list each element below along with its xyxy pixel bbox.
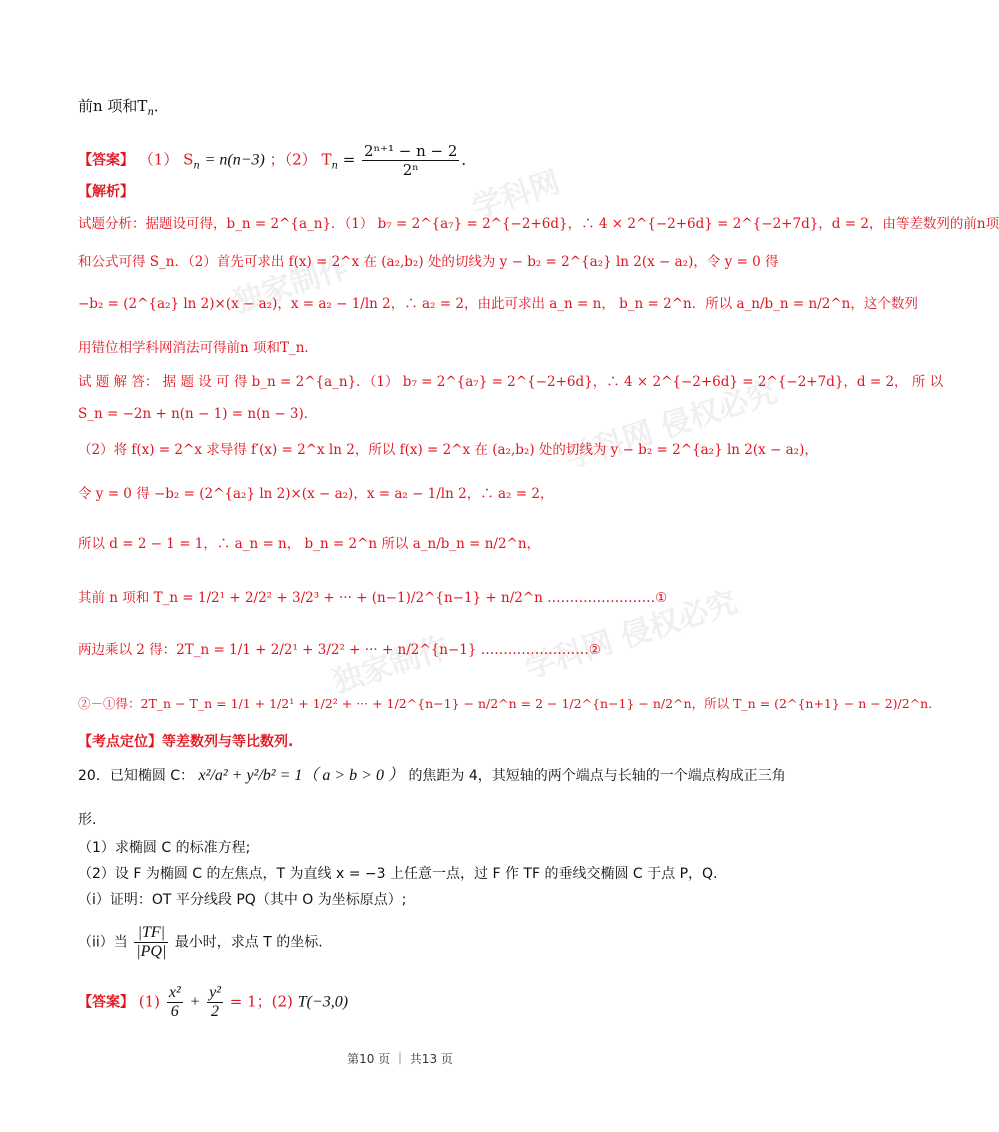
question-20-part2: （2）设 F 为椭圆 C 的左焦点，T 为直线 x = −3 上任意一点，过 F 作 TF 的垂线交椭圆 C 于点 P，Q. bbox=[78, 866, 718, 882]
answer-fraction: $\frac{\text{2ⁿ⁺¹ − n − 2}}{\text{2ⁿ}}$ bbox=[364, 142, 458, 179]
solution-line: 所以 d = 2 − 1 = 1，∴ a_n = n， b_n = 2^n 所以 a_n/b_n = n/2^n， bbox=[78, 536, 541, 552]
analysis-line: 用错位相学科网消法可得前n 项和T_n． bbox=[78, 340, 318, 356]
solution-line: 试 题 解 答： 据 题 设 可 得 b_n = 2^{a_n}．（1） b₇ = 2^{a₇} = 2^{−2+6d}，∴ 4 × 2^{−2+6d} = 2^{−2+7d}，d = 2， 所 以 bbox=[78, 374, 944, 390]
question-20-part-i: （i）证明：OT 平分线段 PQ（其中 O 为坐标原点）; bbox=[78, 892, 407, 908]
question-20: 20．已知椭圆 C： x²/a² + y²/b² = 1（ a > b > 0 ） 的焦距为 4，其短轴的两个端点与长轴的一个端点构成正三角 bbox=[78, 767, 786, 784]
watermark: 学科网 侵权必究 bbox=[561, 374, 782, 477]
solution-line: 令 y = 0 得 −b₂ = (2^{a₂} ln 2)×(x − a₂)，x = a₂ − 1/ln 2，∴ a₂ = 2， bbox=[78, 486, 554, 502]
watermark: 学科网 bbox=[467, 164, 565, 226]
watermark: 学科网 侵权必究 bbox=[521, 584, 742, 687]
solution-line: 其前 n 项和 T_n = 1/2¹ + 2/2² + 3/2³ + ··· + (n−1)/2^{n−1} + n/2^n ……………………① bbox=[78, 590, 668, 606]
watermark: 独家制作 bbox=[228, 250, 354, 321]
analysis-line: −b₂ = (2^{a₂} ln 2)×(x − a₂)，x = a₂ − 1/ln 2，∴ a₂ = 2，由此可求出 a_n = n， b_n = 2^n．所以 a_n/b_n = n/2^n，这个数列 bbox=[78, 296, 918, 312]
kaodian: 【考点定位】等差数列与等比数列. bbox=[78, 734, 294, 750]
watermark: 独家制作 bbox=[328, 630, 454, 701]
analysis-heading: 【解析】 bbox=[78, 184, 134, 200]
solution-line: 两边乘以 2 得：2T_n = 1/1 + 2/2¹ + 3/2² + ··· + n/2^{n−1} ……………………② bbox=[78, 642, 601, 658]
page-footer: 第10 页 ｜ 共13 页 bbox=[347, 1052, 453, 1066]
question-20-part1: （1）求椭圆 C 的标准方程; bbox=[78, 840, 251, 856]
solution-line: S_n = −2n + n(n − 1) = n(n − 3)． bbox=[78, 406, 318, 422]
question-20-part-ii: （ii）当 $\frac{|TF|}{|PQ|}$ 最小时，求点 T 的坐标. bbox=[78, 924, 323, 960]
answer-tag: 【答案】 bbox=[78, 152, 134, 169]
solution-line: ②－①得：2T_n − T_n = 1/1 + 1/2¹ + 1/2² + ··· + 1/2^{n−1} − n/2^n = 2 − 1/2^{n−1} − n/2^n，所以 T_n = (2^{n+1} − n − 2)/2^n． bbox=[78, 696, 941, 711]
answer-19: 【答案】 （1） $S_n = n(n-3)$ ；（2） $T_n$ = $\frac{\text{2ⁿ⁺¹ − n − 2}}{\text{2ⁿ}}$ ． bbox=[78, 142, 477, 179]
analysis-line: 和公式可得 S_n．（2）首先可求出 f(x) = 2^x 在 (a₂,b₂) 处的切线为 y − b₂ = 2^{a₂} ln 2(x − a₂)，令 y = 0 得 bbox=[78, 254, 779, 270]
question-20-cont: 形. bbox=[78, 812, 97, 828]
solution-line: （2）将 f(x) = 2^x 求导得 f′(x) = 2^x ln 2，所以 f(x) = 2^x 在 (a₂,b₂) 处的切线为 y − b₂ = 2^{a₂} ln 2(x − a₂)， bbox=[78, 442, 818, 458]
answer-20: 【答案】 (1) $\frac{\text{x²}}{6}$ + $\frac{\text{y²}}{2}$ = 1；(2) T(−3,0) bbox=[78, 984, 349, 1020]
analysis-line: 试题分析：据题设可得，b_n = 2^{a_n}．（1） b₇ = 2^{a₇} = 2^{−2+6d}，∴ 4 × 2^{−2+6d} = 2^{−2+7d}，d = 2，由等差数列的前n项 bbox=[78, 216, 999, 232]
top-line: 前n 项和$T_n$． bbox=[78, 97, 169, 118]
answer-tag: 【答案】 bbox=[78, 994, 134, 1011]
